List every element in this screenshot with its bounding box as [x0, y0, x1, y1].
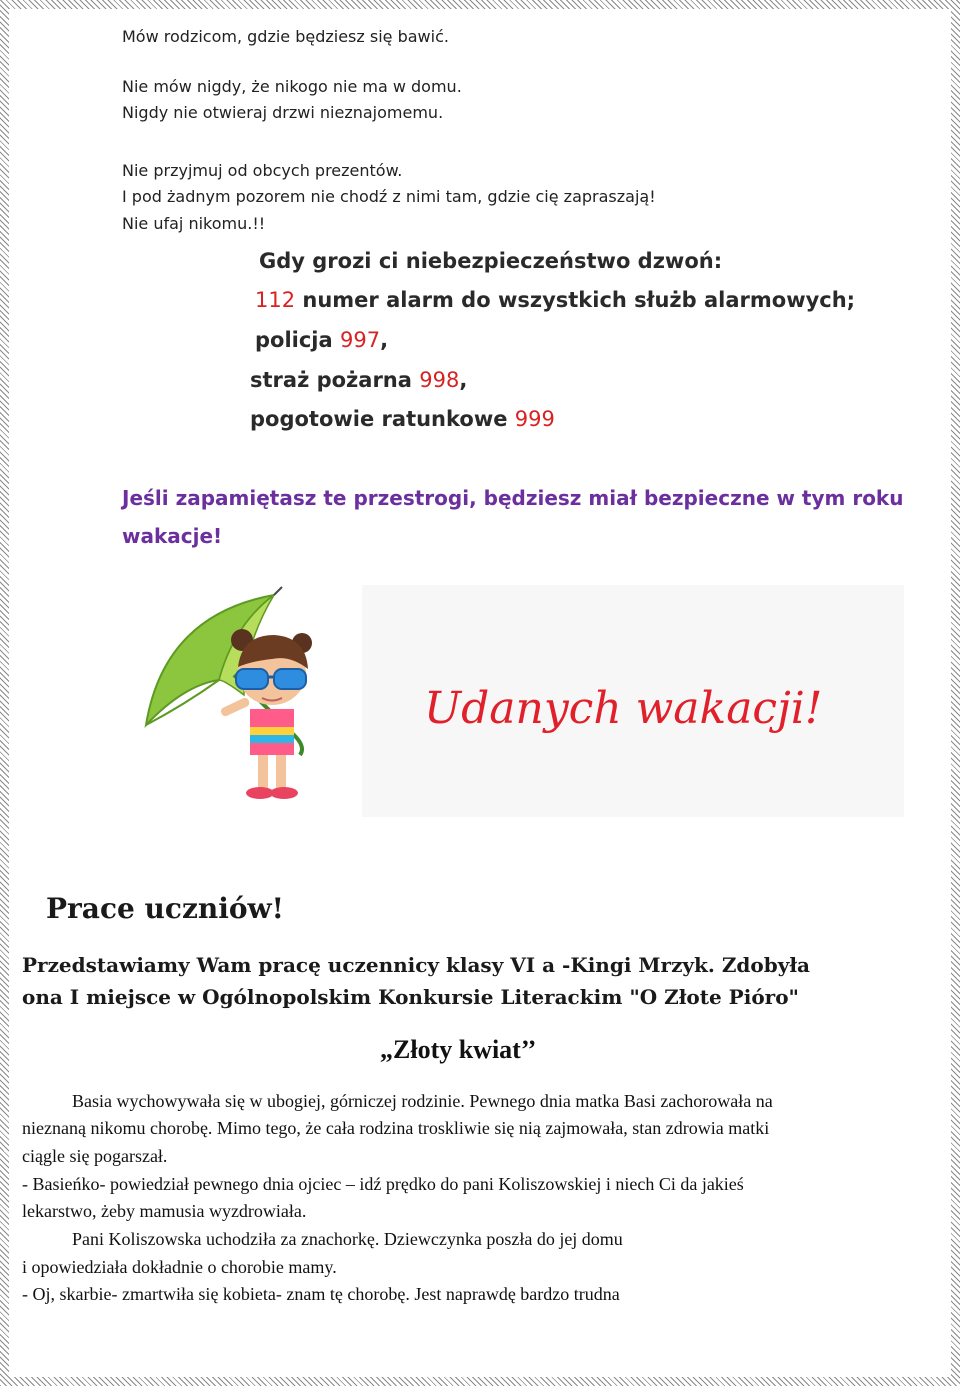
story-line: ciągle się pogarszał.	[22, 1146, 168, 1166]
works-intro: Przedstawiamy Wam pracę uczennicy klasy VI a -Kingi Mrzyk. Zdobyła	[22, 953, 811, 977]
emergency-line: straż pożarna 998,	[250, 368, 468, 392]
story-line: - Basieńko- powiedział pewnego dnia ojciec – idź prędko do pani Koliszowskiej i niech Ci da jakieś	[22, 1174, 744, 1194]
closing-line: wakacje!	[122, 524, 223, 548]
story-line: lekarstwo, żeby mamusia wyzdrowiała.	[22, 1201, 307, 1221]
emergency-number: 998	[419, 368, 460, 392]
emergency-line: pogotowie ratunkowe 999	[250, 407, 555, 431]
banner-text: Udanych wakacji!	[424, 683, 823, 734]
emergency-intro: Gdy grozi ci niebezpieczeństwo dzwoń:	[259, 249, 723, 273]
emergency-line: 112 numer alarm do wszystkich służb alarmowych;	[255, 288, 856, 312]
emergency-line: policja 997,	[255, 328, 389, 352]
emergency-number: 999	[514, 407, 555, 431]
works-intro: ona I miejsce w Ogólnopolskim Konkursie Literackim "O Złote Pióro"	[22, 985, 799, 1009]
story-line: Basia wychowywała się w ubogiej, górniczej rodzinie. Pewnego dnia matka Basi zachorowała na	[72, 1091, 773, 1111]
tip-line: Nie mów nigdy, że nikogo nie ma w domu.	[122, 77, 462, 96]
story-title: „Złoty kwiat’’	[380, 1035, 537, 1064]
summer-banner-illustration	[124, 585, 904, 817]
emergency-number: 997	[339, 328, 381, 352]
works-heading: Prace uczniów!	[46, 892, 284, 925]
story-line: - Oj, skarbie- zmartwiła się kobieta- znam tę chorobę. Jest naprawdę bardzo trudna	[22, 1284, 620, 1304]
emergency-number: 112	[255, 288, 296, 312]
closing-line: Jeśli zapamiętasz te przestrogi, będziesz miał bezpieczne w tym roku	[122, 486, 904, 510]
tip-line: Mów rodzicom, gdzie będziesz się bawić.	[122, 27, 449, 46]
tip-line: Nie ufaj nikomu.!!	[122, 214, 266, 233]
story-line: nieznaną nikomu chorobę. Mimo tego, że cała rodzina troskliwie się nią zajmowała, stan zdrowia matki	[22, 1118, 770, 1138]
tip-line: I pod żadnym pozorem nie chodź z nimi tam, gdzie cię zapraszają!	[122, 187, 656, 206]
story-line: i opowiedziała dokładnie o chorobie mamy.	[22, 1257, 337, 1277]
story-line: Pani Koliszowska uchodziła za znachorkę. Dziewczynka poszła do jej domu	[72, 1229, 623, 1249]
tip-line: Nigdy nie otwieraj drzwi nieznajomemu.	[122, 103, 444, 122]
tip-line: Nie przyjmuj od obcych prezentów.	[122, 161, 403, 180]
